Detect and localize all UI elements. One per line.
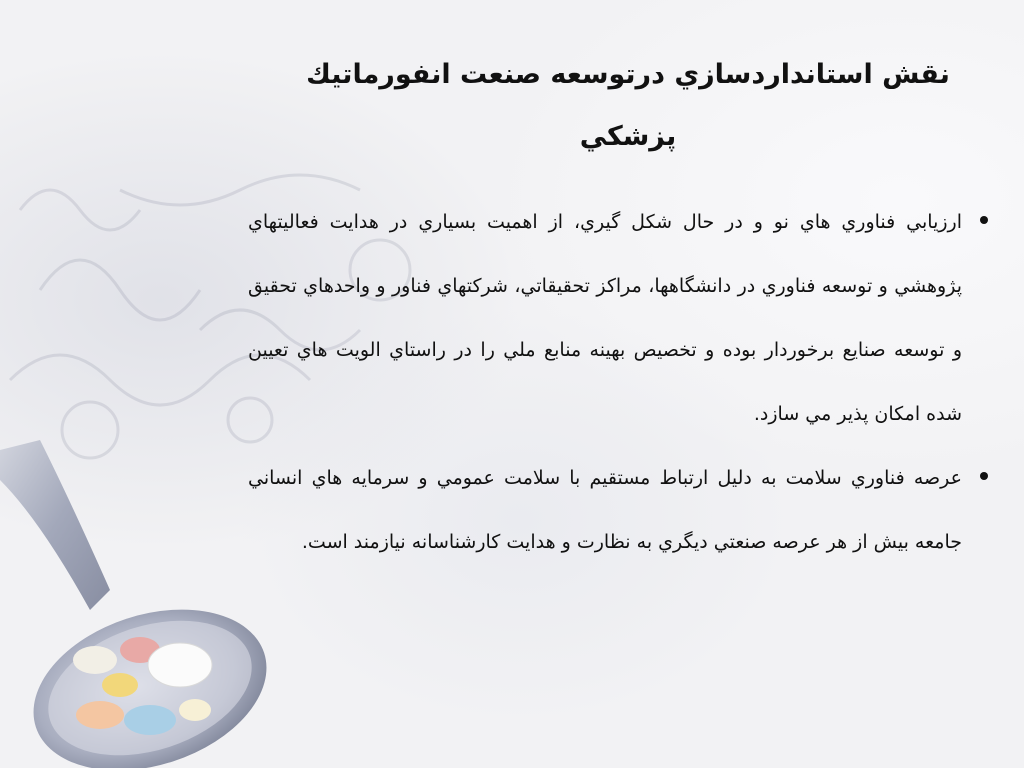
slide-title: نقش استانداردسازي درتوسعه صنعت انفورماتيك پزشكي xyxy=(306,59,950,152)
bullet-text: عرصه فناوري سلامت به دليل ارتباط مستقيم با سلامت عمومي و سرمايه هاي انساني جامعه بيش از هر عرصه صنعتي ديگري به نظارت و هدايت كارشناسانه نيازمند است. xyxy=(248,467,962,553)
bullet-list xyxy=(248,190,988,574)
bullet-text: ارزيابي فناوري هاي نو و در حال شكل گيري، از اهميت بسياري در هدايت فعاليتهاي پژوهشي و توسعه فناوري در دانشگاهها، مراكز تحقيقاتي، شركتهاي فناور و واحدهاي تحقيق و توسعه صنايع برخوردار بوده و تخصيص بهينه منابع ملي را در راستاي الويت هاي تعيين شده امكان پذير مي سازد. xyxy=(248,211,962,425)
bullet-dot-icon xyxy=(980,472,988,480)
bullet-item xyxy=(248,190,988,446)
bullet-dot-icon xyxy=(980,216,988,224)
bullet-item xyxy=(248,446,988,574)
